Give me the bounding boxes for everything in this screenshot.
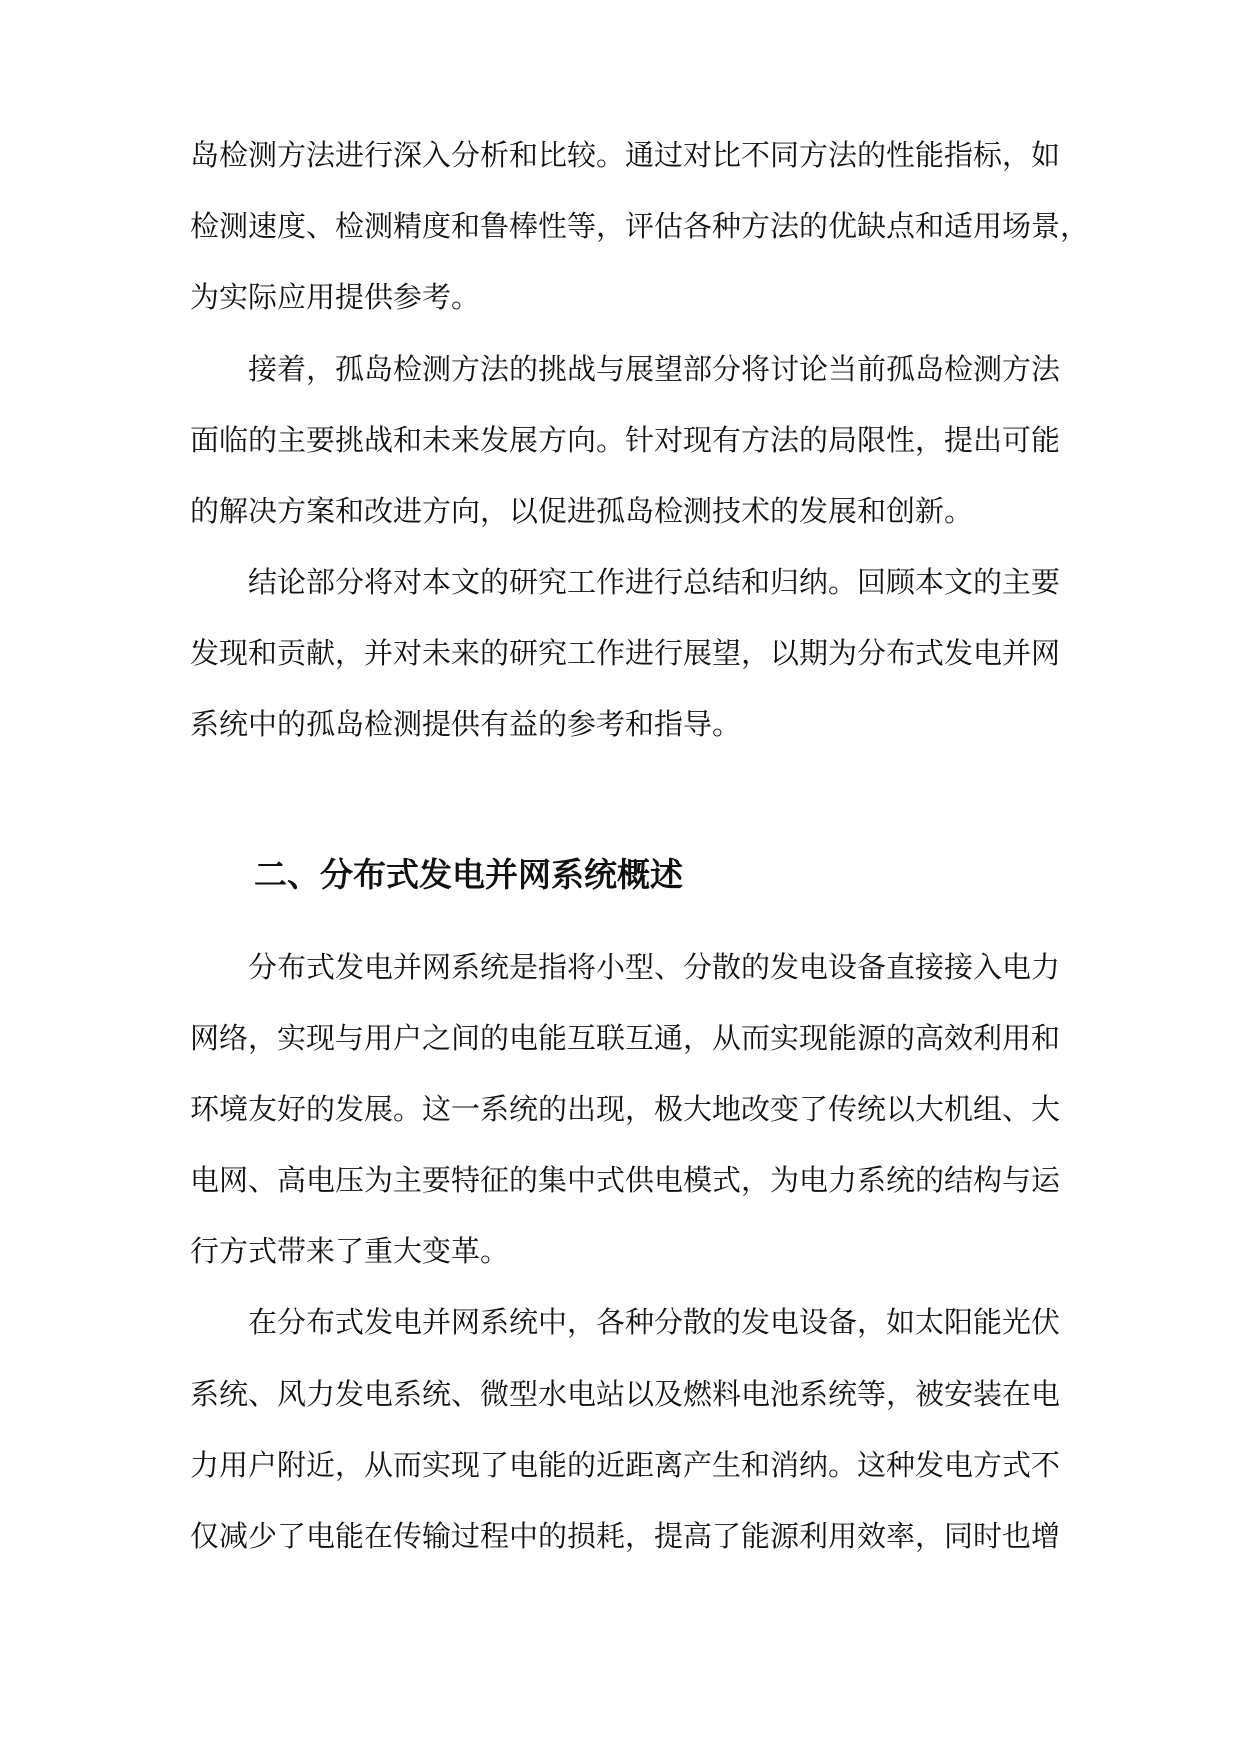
paragraph-line: 环境友好的发展。这一系统的出现，极大地改变了传统以大机组、大 [190,1092,1061,1126]
paragraph-line: 结论部分将对本文的研究工作进行总结和归纳。回顾本文的主要 [248,565,1061,599]
paragraph-line: 仅减少了电能在传输过程中的损耗，提高了能源利用效率，同时也增 [190,1519,1061,1553]
paragraph-line: 在分布式发电并网系统中，各种分散的发电设备，如太阳能光伏 [248,1305,1061,1339]
paragraph-line: 力用户附近，从而实现了电能的近距离产生和消纳。这种发电方式不 [190,1448,1061,1482]
paragraph-line: 接着，孤岛检测方法的挑战与展望部分将讨论当前孤岛检测方法 [248,352,1061,386]
paragraph-line: 发现和贡献，并对未来的研究工作进行展望，以期为分布式发电并网 [190,636,1061,670]
paragraph-line: 岛检测方法进行深入分析和比较。通过对比不同方法的性能指标，如 [190,138,1061,172]
paragraph-line: 系统、风力发电系统、微型水电站以及燃料电池系统等，被安装在电 [190,1377,1061,1411]
section-heading: 二、分布式发电并网系统概述 [254,855,683,894]
paragraph-line: 网络，实现与用户之间的电能互联互通，从而实现能源的高效利用和 [190,1021,1061,1055]
paragraph-line: 检测速度、检测精度和鲁棒性等，评估各种方法的优缺点和适用场景， [190,209,1090,243]
paragraph-line: 面临的主要挑战和未来发展方向。针对现有方法的局限性，提出可能 [190,423,1061,457]
paragraph-line: 行方式带来了重大变革。 [190,1234,510,1268]
paragraph-line: 分布式发电并网系统是指将小型、分散的发电设备直接接入电力 [248,950,1061,984]
paragraph-line: 为实际应用提供参考。 [190,280,481,314]
paragraph-line: 系统中的孤岛检测提供有益的参考和指导。 [190,707,742,741]
paragraph-line: 的解决方案和改进方向，以促进孤岛检测技术的发展和创新。 [190,494,974,528]
paragraph-line: 电网、高电压为主要特征的集中式供电模式，为电力系统的结构与运 [190,1163,1061,1197]
